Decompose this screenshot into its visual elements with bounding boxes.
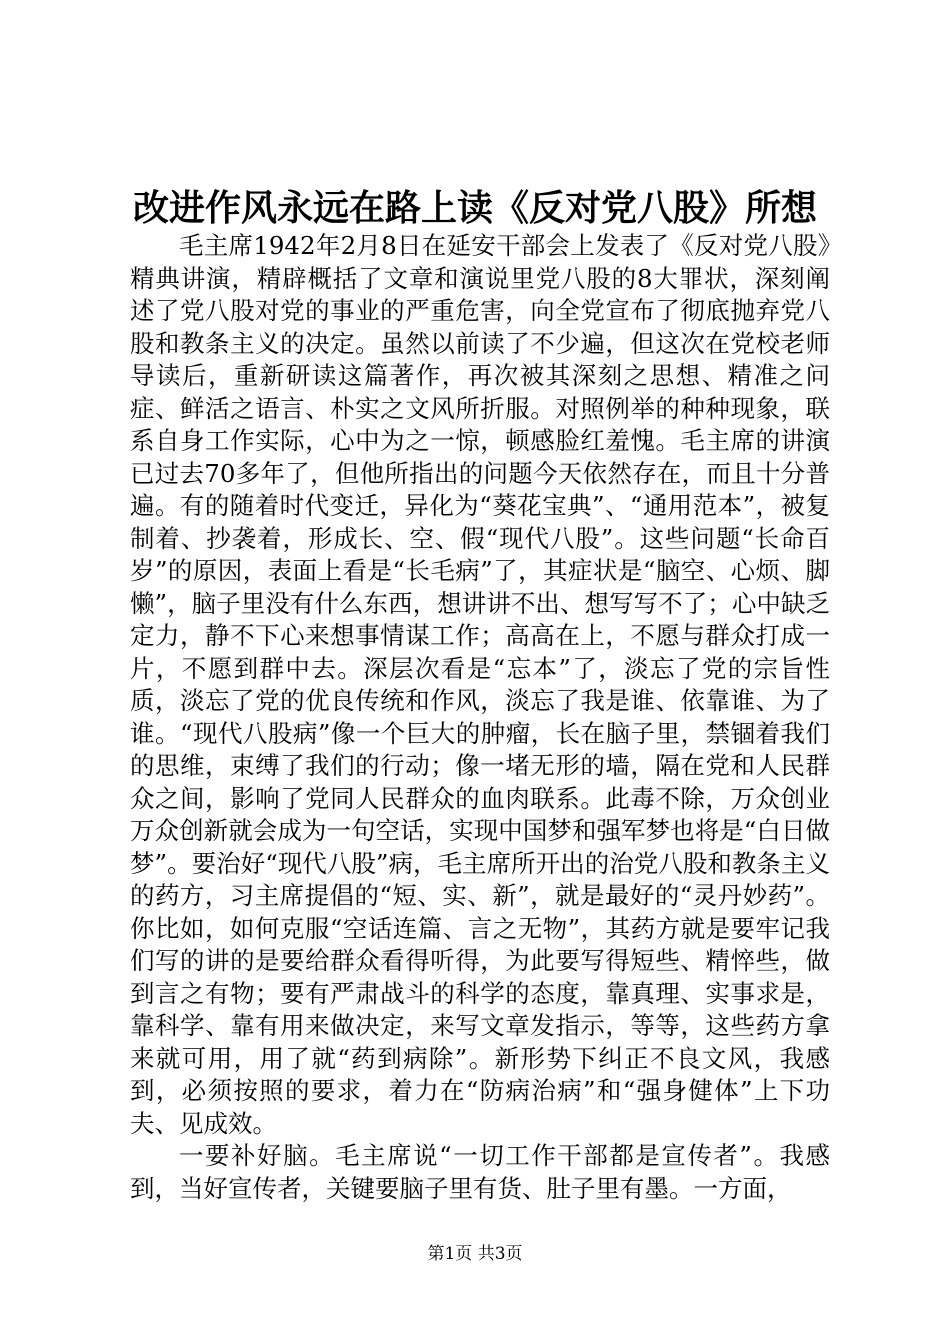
document-title: 改进作风永远在路上读《反对党八股》所想 [132,187,817,229]
paragraph-1: 毛主席1942年2月8日在延安干部会上发表了《反对党八股》精典讲演，精辟概括了文章和演说里党八股的8大罪状，深刻阐述了党八股对党的事业的严重危害，向全党宣布了彻底抛弃党八股和教条主义的决定。虽然以前读了不少遍，但这次在党校老师导读后，重新研读这篇著作，再次被其深刻之思想、精准之问症、鲜活之语言、朴实之文风所折服。对照例举的种种现象，联系自身工作实际，心中为之一惊，顿感脸红羞愧。毛主席的讲演已过去70多年了，但他所指出的问题今天依然存在，而且十分普遍。有的随着时代变迁，异化为“葵花宝典”、“通用范本”，被复制着、抄袭着，形成长、空、假“现代八股”。这些问题“长命百岁”的原因，表面上看是“长毛病”了，其症状是“脑空、心烦、脚懒”，脑子里没有什么东西，想讲讲不出、想写写不了；心中缺乏定力，静不下心来想事情谋工作；高高在上，不愿与群众打成一片，不愿到群中去。深层次看是“忘本”了，淡忘了党的宗旨性质，淡忘了党的优良传统和作风，淡忘了我是谁、依靠谁、为了谁。“现代八股病”像一个巨大的肿瘤，长在脑子里，禁锢着我们的思维，束缚了我们的行动；像一堵无形的墙，隔在党和人民群众之间，影响了党同人民群众的血肉联系。此毒不除，万众创业万众创新就会成为一句空话，实现中国梦和强军梦也将是“白日做梦”。要治好“现代八股”病，毛主席所开出的治党八股和教条主义的药方，习主席提倡的“短、实、新”，就是最好的“灵丹妙药”。你比如，如何克服“空话连篇、言之无物”，其药方就是要牢记我们写的讲的是要给群众看得听得，为此要写得短些、精悴些，做到言之有物；要有严肃战斗的科学的态度，靠真理、实事求是，靠科学、靠有用来做决定，来写文章发指示，等等，这些药方拿来就可用，用了就“药到病除”。新形势下纠正不良文风，我感到，必须按照的要求，着力在“防病治病”和“强身健体”上下功夫、见成效。 [130,231,830,1138]
document-body [130,230,830,1205]
page-footer: 第1页 共3页 [427,1244,523,1264]
paragraph-2: 一要补好脑。毛主席说“一切工作干部都是宣传者”。我感到，当好宣传者，关键要脑子里有货、肚子里有墨。一方面， [130,1141,830,1203]
